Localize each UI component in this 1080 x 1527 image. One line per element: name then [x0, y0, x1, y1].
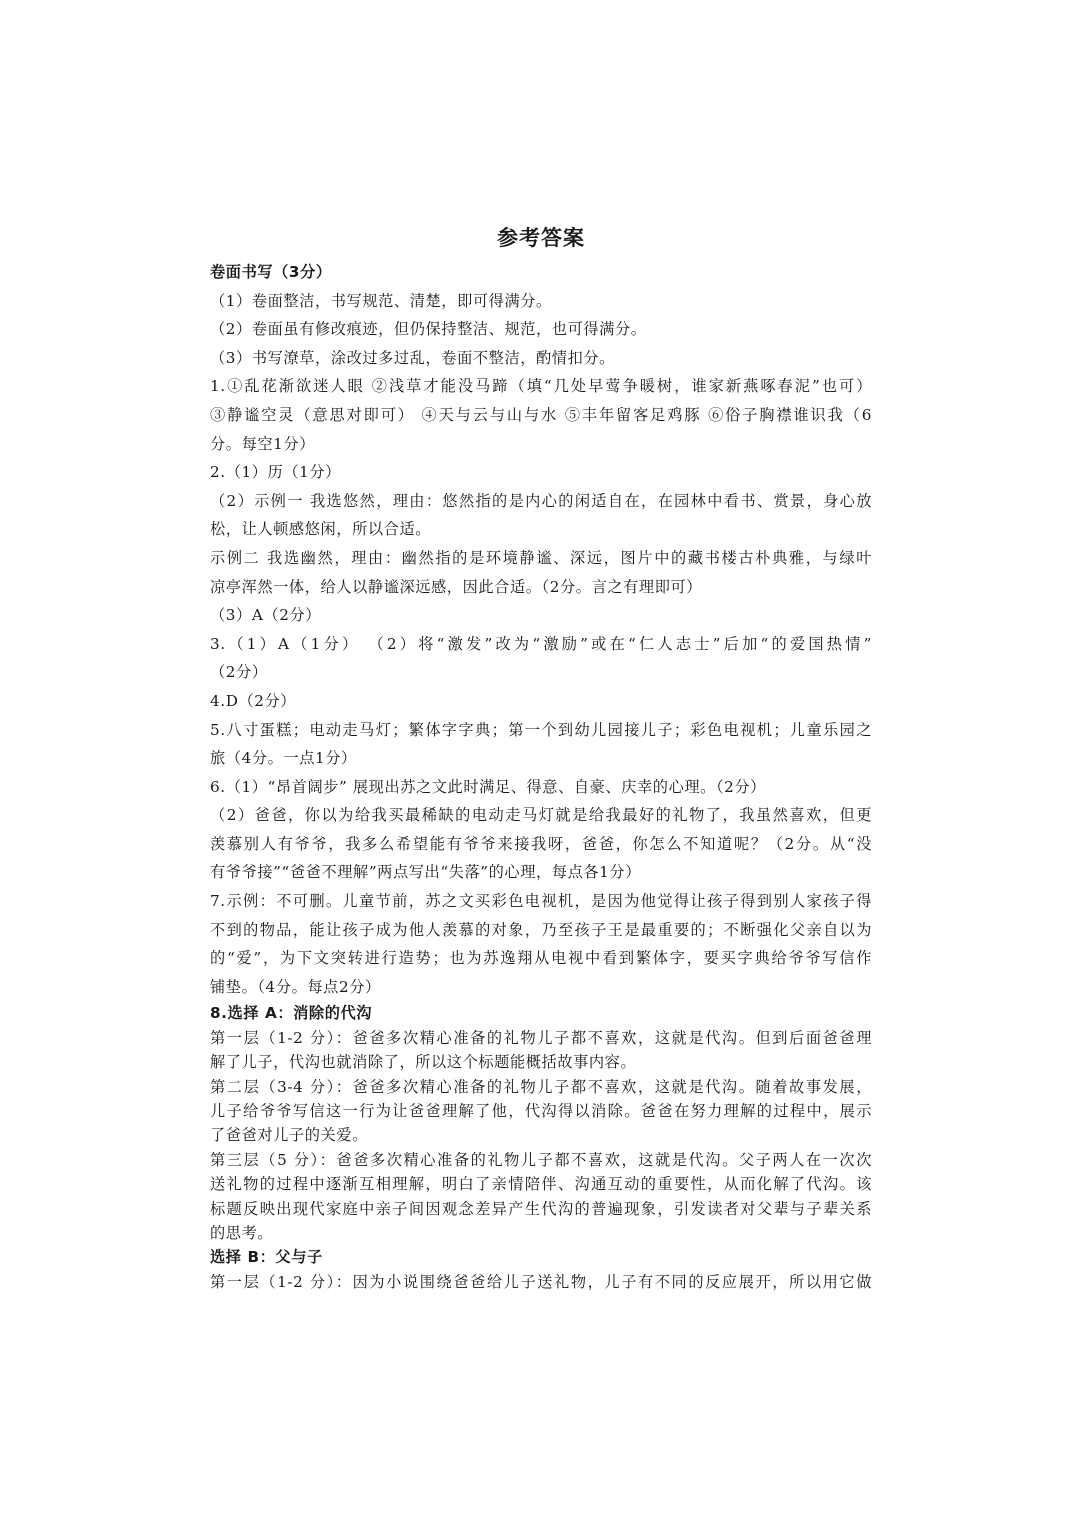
section-heading-option-b: 选择 B：父与子 — [210, 1248, 323, 1267]
text-line: 旅（4分。一点1分） — [210, 749, 357, 768]
text-line: 分。每空1分） — [210, 434, 315, 453]
text-line: （3）书写潦草，涂改过多过乱，卷面不整洁，酌情扣分。 — [210, 348, 615, 367]
answer-sheet — [210, 218, 872, 1294]
text-line: 儿子给爷爷写信这一行为让爸爸理解了他，代沟得以消除。爸爸在努力理解的过程中，展示 — [210, 1102, 872, 1120]
text-line: （2）卷面虽有修改痕迹，但仍保持整洁、规范，也可得满分。 — [210, 320, 647, 339]
text-line: 凉亭浑然一体，给人以静谧深远感，因此合适。（2分。言之有理即可） — [210, 577, 703, 596]
text-line: ③静谧空灵（意思对即可） ④天与云与山与水 ⑤丰年留客足鸡豚 ⑥俗子胸襟谁识我（6 — [210, 405, 872, 424]
text-line: 3.（1）A（1分） （2）将“激发”改为“激励”或在“仁人志士”后加“的爱国热情” — [210, 634, 872, 653]
text-line: 第二层（3-4 分）：爸爸多次精心准备的礼物儿子都不喜欢，这就是代沟。随着故事发展， — [210, 1077, 872, 1096]
text-line: 羡慕别人有爷爷，我多么希望能有爷爷来接我呀，爸爸，你怎么不知道呢？（2分。从“没 — [210, 834, 872, 853]
text-line: 有爷爷接”“爸爸不理解”两点写出“失落”的心理，每点各1分） — [210, 863, 641, 882]
text-line: 送礼物的过程中逐渐互相理解，明白了亲情陪伴、沟通互动的重要性，从而化解了代沟。该 — [210, 1175, 872, 1194]
page-title: 参考答案 — [497, 226, 585, 250]
text-line: 的“爱”，为下文突转进行造势；也为苏逸翔从电视中看到繁体字，要买字典给爷爷写信作 — [210, 949, 872, 968]
text-line: 6.（1）“昂首阔步” 展现出苏之文此时满足、得意、自豪、庆幸的心理。（2分） — [210, 777, 766, 796]
text-line: 7.示例：不可删。儿童节前，苏之文买彩色电视机，是因为他觉得让孩子得到别人家孩子得 — [210, 892, 872, 911]
text-line: （3）A（2分） — [210, 606, 322, 625]
text-line: 不到的物品，能让孩子成为他人羡慕的对象，乃至孩子王是最重要的；不断强化父亲自以为 — [210, 920, 872, 939]
text-line: （1）卷面整洁，书写规范、清楚，即可得满分。 — [210, 291, 552, 310]
text-line: （2）爸爸，你以为给我买最稀缺的电动走马灯就是给我最好的礼物了，我虽然喜欢，但更 — [210, 806, 872, 825]
text-line: 第一层（1-2 分）：爸爸多次精心准备的礼物儿子都不喜欢，这就是代沟。但到后面爸爸理 — [210, 1028, 872, 1047]
text-line: 标题反映出现代家庭中亲子间因观念差异产生代沟的普遍现象，引发读者对父辈与子辈关系 — [210, 1199, 872, 1218]
answer-block-question-8 — [210, 1001, 872, 1294]
text-line: 解了儿子，代沟也就消除了，所以这个标题能概括故事内容。 — [210, 1053, 637, 1072]
text-line: 的思考。 — [210, 1223, 274, 1242]
text-line: 了爸爸对儿子的关爱。 — [210, 1126, 368, 1145]
text-line: 2.（1）历（1分） — [210, 463, 341, 482]
text-line: 4.D（2分） — [210, 691, 297, 710]
text-line: （2）示例一 我选悠然，理由：悠然指的是内心的闲适自在，在园林中看书、赏景，身心放 — [210, 491, 872, 510]
section-heading-option-a: 8.选择 A：消除的代沟 — [210, 1004, 373, 1023]
answer-block-main — [210, 258, 872, 1001]
text-line: 1.①乱花渐欲迷人眼 ②浅草才能没马蹄（填“几处早莺争暖树，谁家新燕啄春泥”也可） — [210, 377, 872, 396]
text-line: 铺垫。（4分。每点2分） — [210, 977, 381, 996]
text-line: 示例二 我选幽然，理由：幽然指的是环境静谧、深远，图片中的藏书楼古朴典雅，与绿叶 — [210, 548, 872, 567]
text-line: 松，让人顿感悠闲，所以合适。 — [210, 520, 432, 539]
section-heading-handwriting: 卷面书写（3分） — [210, 263, 332, 281]
text-line: （2分） — [210, 663, 268, 682]
text-line: 5.八寸蛋糕；电动走马灯；繁体字字典；第一个到幼儿园接儿子；彩色电视机；儿童乐园之 — [210, 720, 872, 739]
text-line: 第一层（1-2 分）：因为小说围绕爸爸给儿子送礼物，儿子有不同的反应展开，所以用它做 — [210, 1272, 872, 1291]
text-line: 第三层（5 分）：爸爸多次精心准备的礼物儿子都不喜欢，这就是代沟。父子两人在一次次 — [210, 1150, 872, 1169]
